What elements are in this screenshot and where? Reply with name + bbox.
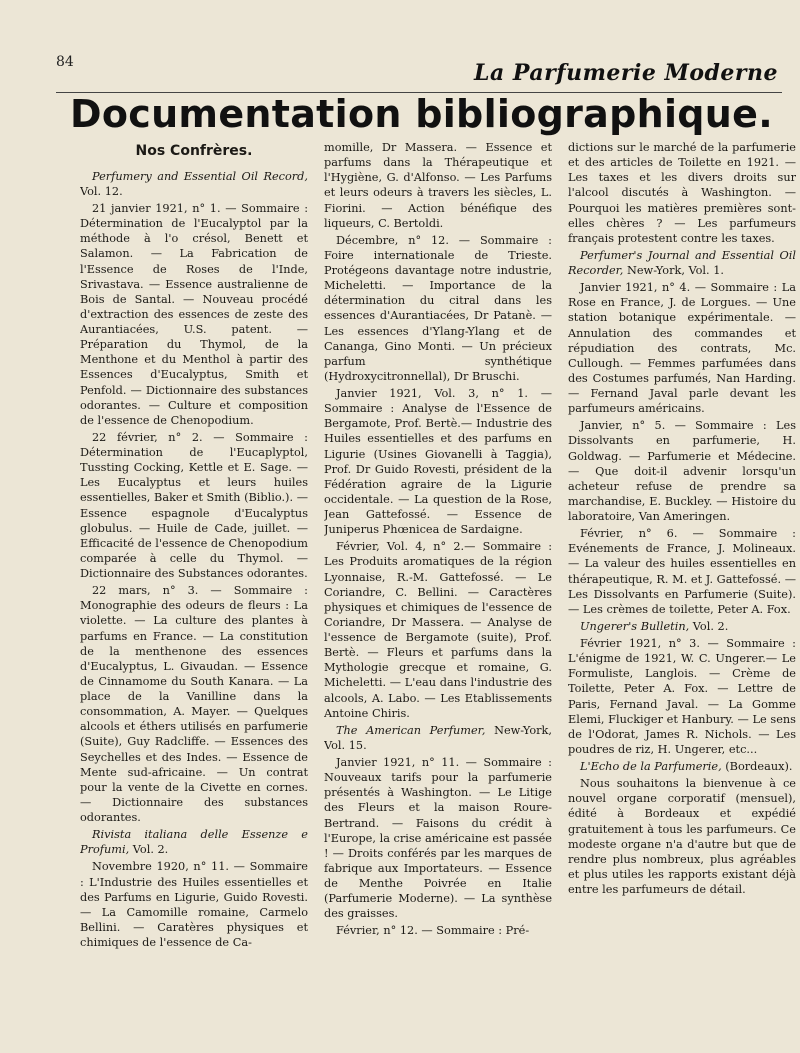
article-columns xyxy=(80,140,796,1045)
journal-volume: (Bordeaux). xyxy=(725,760,793,773)
column-1 xyxy=(80,140,308,1045)
journal-volume: Vol. 12. xyxy=(80,184,123,198)
paragraph: Janvier, n° 5. — Sommaire : Les Dissolvants en parfumerie, H. Goldwag. — Parfumerie et Médecine. — Que doit-il advenir lorsqu'un acheteur refuse de prendre sa marchandise, E. Buckley. — Histoire du laboratoire, Van Ameringen. xyxy=(568,419,796,523)
paragraph: Février, Vol. 4, n° 2.— Sommaire : Les Produits aromatiques de la région Lyonnaise, R.-M. Gattefossé. — Le Coriandre, C. Bellini. — Caractères physiques et chimiques de l'essence de Coriandre, Dr Massera. — Analyse de l'essence de Bergamote (suite), Prof. Bertè. — Fleurs et parfums dans la Mythologie grecque et romaine, G. Micheletti. — L'eau dans l'industrie des alcools, A. Labo. — Les Etablissements Antoine Chiris. xyxy=(324,540,552,720)
journal-entry-title xyxy=(568,248,796,278)
journal-volume: New-York, Vol. 15. xyxy=(324,723,552,752)
journal-entry-title xyxy=(568,759,796,774)
journal-name: L'Echo de la Parfumerie, xyxy=(580,760,722,773)
paragraph: dictions sur le marché de la parfumerie et des articles de Toilette en 1921. — Les taxes et les divers droits sur l'alcool discutés à Washington. — Pourquoi les matières premières sont-elles chères ? — Les parfumeurs français protestent contre les taxes. xyxy=(568,141,796,245)
paragraph: Janvier 1921, n° 11. — Sommaire : Nouveaux tarifs pour la parfumerie présentés à Washington. — Le Litige des Fleurs et la maison Roure-Bertrand. — Faisons du crédit à l'Europe, la crise américaine est passée ! — Droits conférés par les marques de fabrique aux Importateurs. — Essence de Menthe Poivrée en Italie (Parfumerie Moderne). — La synthèse des graisses. xyxy=(324,756,552,921)
paragraph: momille, Dr Massera. — Essence et parfums dans la Thérapeutique et l'Hygiène, G. d'Alfonso. — Les Parfums et leurs odeurs à travers les siècles, L. Fiorini. — Action bénéfique des liqueurs, C. Bertoldi. xyxy=(324,141,552,230)
paragraph: Décembre, n° 12. — Sommaire : Foire internationale de Trieste. Protégeons davantage notre industrie, Micheletti. — Importance de la détermination du citral dans les essences d'Aurantiacées, Dr Patanè. — Les essences d'Ylang-Ylang et de Cananga, Gino Monti. — Un précieux parfum synthétique (Hydroxycitronnellal), Dr Bruschi. xyxy=(324,233,552,383)
journal-name: Ungerer's Bulletin, xyxy=(580,619,690,633)
paragraph: Février, n° 6. — Sommaire : Evénements de France, J. Molineaux. — La valeur des huiles essentielles en thérapeutique, R. M. et J. Gattefossé. — Les Dissolvants en Parfumerie (Suite). — Les crèmes de toilette, Peter A. Fox. xyxy=(568,527,796,616)
journal-name: Perfumery and Essential Oil Record, xyxy=(92,169,308,183)
paragraph: Février, n° 12. — Sommaire : Pré- xyxy=(336,924,530,938)
column-2 xyxy=(324,140,552,1045)
journal-title: La Parfumerie Moderne xyxy=(473,60,778,86)
journal-name: Rivista italiana delle Essenze e Profumi, xyxy=(80,828,308,857)
journal-volume: Vol. 2. xyxy=(692,619,729,633)
paragraph: Janvier 1921, n° 4. — Sommaire : La Rose en France, J. de Lorgues. — Une station botanique expérimentale. — Annulation des commandes et répudiation des contrats, Mc. Cullough. — Femmes parfumées dans des Costumes parfumés, Nan Harding. — Fernand Javal parle devant les parfumeurs américains. xyxy=(568,281,796,416)
paragraph: 22 mars, n° 3. — Sommaire : Monographie des odeurs de fleurs : La violette. — La culture des plantes à parfums en France. — La constitution de la menthenone des essences d'Eucalyptus, L. Givaudan. — Essence de Cinnamome du South Kanara. — La place de la Vanilline dans la consommation, A. Mayer. — Quelques alcools et éthers utilisés en parfumerie (Suite), Guy Radcliffe. — Essences des Seychelles et des Indes. — Essence de Mente sud-africaine. — Un contrat pour la vente de la Civette en cornes. — Dictionnaire des substances odorantes. xyxy=(80,584,308,824)
paragraph: Février 1921, n° 3. — Sommaire : L'énigme de 1921, W. C. Ungerer.— Le Formuliste, Langlois. — Crème de Toilette, Peter A. Fox. — Lettre de Paris, Fernand Javal. — La Gomme Elemi, Fluckiger et Hanbury. — Le sens de l'Odorat, James R. Nichols. — Les poudres de riz, H. Ungerer, etc... xyxy=(568,637,796,756)
paragraph: 21 janvier 1921, n° 1. — Sommaire : Détermination de l'Eucalyptol par la méthode à l'o crésol, Benett et Salamon. — La Fabrication de l'Essence de Roses de l'Inde, Srivastava. — Essence australienne de Bois de Santal. — Nouveau procédé d'extraction des essences de zeste des Aurantiacées, U.S. patent. — Préparation du Thymol, de la Menthone et du Menthol à partir des Essences d'Eucalyptus, Smith et Penfold. — Dictionnaire des substances odorantes. — Culture et composition de l'essence de Chenopodium. xyxy=(80,202,308,427)
journal-name: The American Perfumer, xyxy=(336,723,486,737)
journal-entry-title xyxy=(324,723,552,753)
journal-entry-title xyxy=(568,619,796,634)
column-3 xyxy=(568,140,796,1045)
paragraph: Nous souhaitons la bienvenue à ce nouvel organe corporatif (mensuel), édité à Bordeaux et expédié gratuitement à tous les parfumeurs. Ce modeste organe n'a d'autre but que de rendre plus nombreux, plus agréables et plus utiles les rapports existant déjà entre les parfumeurs de détail. xyxy=(568,777,796,896)
page-title: Documentation bibliographique. xyxy=(70,92,773,136)
journal-entry-title xyxy=(80,827,308,857)
page-number: 84 xyxy=(56,54,74,70)
journal-volume: Vol. 2. xyxy=(132,843,169,857)
paragraph: Novembre 1920, n° 11. — Sommaire : L'Industrie des Huiles essentielles et des Parfums en Ligurie, Guido Rovesti. — La Camomille romaine, Carmelo Bellini. — Caratères physiques et chimiques de l'essence de Ca- xyxy=(80,860,308,949)
journal-name: Perfumer's Journal and Essential Oil Recorder, xyxy=(568,248,796,277)
journal-entry-title xyxy=(80,169,308,199)
journal-volume: New-York, Vol. 1. xyxy=(626,264,724,277)
paragraph: Janvier 1921, Vol. 3, n° 1. — Sommaire : Analyse de l'Essence de Bergamote, Prof. Bertè.— Industrie des Huiles essentielles et des parfums en Ligurie (Usines Giovanelli à Taggia), Prof. Dr Guido Rovesti, président de la Fédération agraire de la Ligurie occidentale. — La question de la Rose, Jean Gattefossé. — Essence de Juniperus Phœnicea de Sardaigne. xyxy=(324,387,552,537)
paragraph: 22 février, n° 2. — Sommaire : Détermination de l'Eucaplyptol, Tussting Cocking, Kettle et E. Sage. — Les Eucalyptus et leurs huiles essentielles, Baker et Smith (Biblio.). — Essence espagnole d'Eucalyptus globulus. — Huile de Cade, juillet. — Efficacité de l'essence de Chenopodium comparée à celle du Thymol. — Dictionnaire des Substances odorantes. xyxy=(80,430,308,580)
section-heading: Nos Confrères. xyxy=(135,143,253,159)
